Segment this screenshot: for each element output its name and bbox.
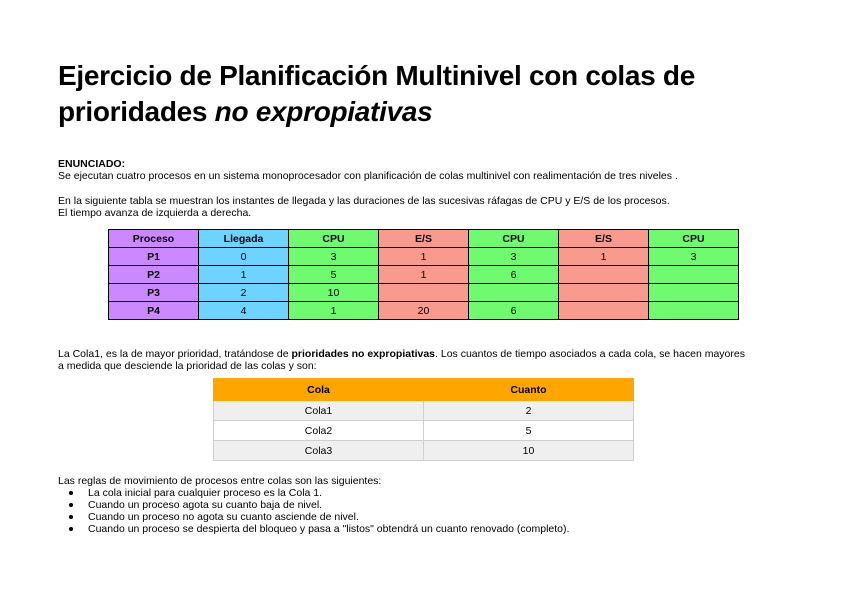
colas-text-before: La Cola1, es la de mayor prioridad, tratándose de (58, 348, 292, 360)
cell-es: 20 (379, 302, 469, 320)
cell-es (559, 302, 649, 320)
colas-table-header (214, 379, 634, 401)
cell-es: 1 (559, 248, 649, 266)
process-name: P4 (109, 302, 199, 320)
cell-es (379, 284, 469, 302)
page-title (58, 58, 818, 130)
cell-cola: Cola3 (214, 441, 424, 461)
enunciado-label: ENUNCIADO: (58, 158, 126, 170)
enunciado-section (58, 158, 818, 182)
list-item: La cola inicial para cualquier proceso es la Cola 1. (58, 487, 818, 499)
cell-es: 1 (379, 248, 469, 266)
table-row (214, 441, 634, 461)
header-cuanto: Cuanto (424, 379, 634, 401)
table-row (214, 421, 634, 441)
process-name: P3 (109, 284, 199, 302)
process-name: P1 (109, 248, 199, 266)
colas-text-after: . Los cuantos de tiempo asociados a cada cola, se hacen mayores (435, 348, 745, 360)
header-es-2: E/S (559, 230, 649, 248)
cell-cola: Cola1 (214, 401, 424, 421)
cell-llegada: 4 (199, 302, 289, 320)
rules-list (58, 487, 818, 535)
intro-paragraph (58, 195, 818, 219)
table-row (214, 401, 634, 421)
intro-line-2: El tiempo avanza de izquierda a derecha. (58, 207, 252, 219)
rules-section (58, 475, 818, 535)
cell-llegada: 2 (199, 284, 289, 302)
cell-es (559, 266, 649, 284)
cell-cpu: 3 (649, 248, 739, 266)
colas-text-bold: prioridades no expropiativas (291, 348, 436, 360)
list-item: Cuando un proceso agota su cuanto baja de nivel. (58, 499, 818, 511)
cell-cpu (649, 302, 739, 320)
header-es-1: E/S (379, 230, 469, 248)
cell-cpu (649, 284, 739, 302)
cell-cuanto: 2 (424, 401, 634, 421)
cell-cuanto: 10 (424, 441, 634, 461)
rules-intro: Las reglas de movimiento de procesos entre colas son las siguientes: (58, 475, 382, 487)
cell-cpu: 6 (469, 302, 559, 320)
cell-cpu: 1 (289, 302, 379, 320)
cell-llegada: 0 (199, 248, 289, 266)
process-table (108, 229, 739, 320)
cell-cpu: 3 (289, 248, 379, 266)
cell-es (559, 284, 649, 302)
table-row (109, 302, 739, 320)
header-cola: Cola (214, 379, 424, 401)
header-proceso: Proceso (109, 230, 199, 248)
header-cpu-2: CPU (469, 230, 559, 248)
colas-paragraph-line-2: a medida que desciende la prioridad de las colas y son: (58, 360, 317, 372)
colas-paragraph (58, 348, 798, 372)
cell-cuanto: 5 (424, 421, 634, 441)
cell-llegada: 1 (199, 266, 289, 284)
table-row (109, 284, 739, 302)
cell-cpu: 3 (469, 248, 559, 266)
header-cpu-1: CPU (289, 230, 379, 248)
cell-es: 1 (379, 266, 469, 284)
title-line-1: Ejercicio de Planificación Multinivel con colas de (58, 60, 695, 91)
header-llegada: Llegada (199, 230, 289, 248)
cell-cola: Cola2 (214, 421, 424, 441)
cell-cpu: 6 (469, 266, 559, 284)
cell-cpu (649, 266, 739, 284)
enunciado-text: Se ejecutan cuatro procesos en un sistema monoprocesador con planificación de colas multinivel con realimentación de tres niveles . (58, 170, 678, 182)
process-table-header (109, 230, 739, 248)
cell-cpu: 5 (289, 266, 379, 284)
cell-cpu: 10 (289, 284, 379, 302)
list-item: Cuando un proceso se despierta del bloqueo y pasa a "listos" obtendrá un cuanto renovado (completo). (58, 523, 818, 535)
table-row (109, 248, 739, 266)
process-name: P2 (109, 266, 199, 284)
table-row (109, 266, 739, 284)
header-cpu-3: CPU (649, 230, 739, 248)
list-item: Cuando un proceso no agota su cuanto asciende de nivel. (58, 511, 818, 523)
title-line-2 (58, 94, 818, 130)
colas-paragraph-line-1 (58, 348, 798, 360)
cell-cpu (469, 284, 559, 302)
title-line-2-italic: no expropiativas (214, 96, 433, 127)
title-line-2-plain: prioridades (58, 96, 215, 127)
intro-line-1: En la siguiente tabla se muestran los instantes de llegada y las duraciones de las sucesivas ráfagas de CPU y E/S de los procesos. (58, 195, 670, 207)
colas-table (213, 378, 634, 461)
